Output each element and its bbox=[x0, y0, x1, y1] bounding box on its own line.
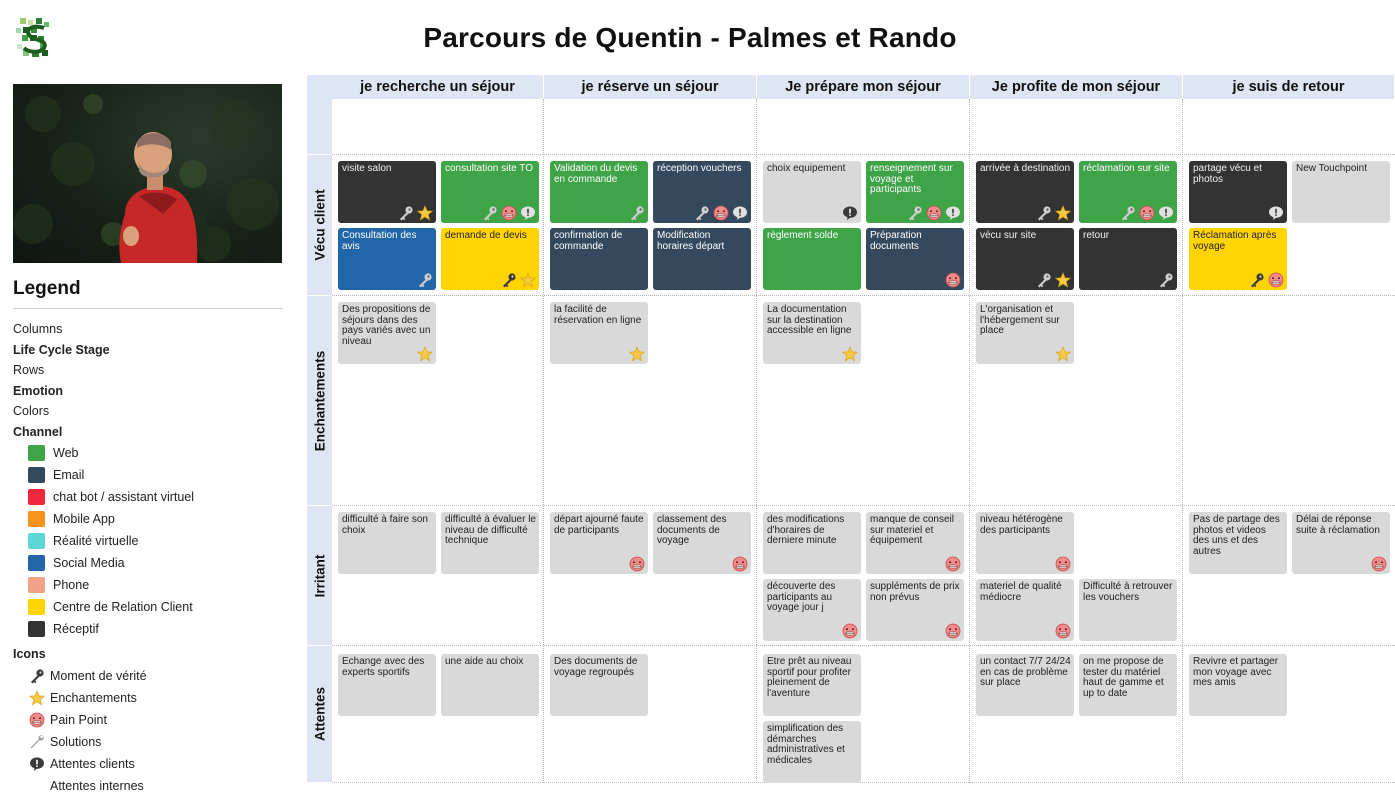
card-text: difficulté à évaluer le niveau de difficulté technique bbox=[445, 514, 536, 546]
color-swatch bbox=[28, 445, 45, 461]
card-icons bbox=[1035, 271, 1071, 288]
card-text: difficulté à faire son choix bbox=[342, 514, 428, 536]
pain-icon bbox=[1054, 555, 1071, 572]
pain-icon bbox=[712, 204, 729, 221]
card-text: La documentation sur la destination accessible en ligne bbox=[767, 304, 852, 336]
legend-icon-item bbox=[13, 753, 283, 775]
card-text: Revivre et partager mon voyage avec mes amis bbox=[1193, 656, 1279, 688]
card-text: Réclamation après voyage bbox=[1193, 230, 1277, 252]
blank-icon bbox=[28, 777, 46, 795]
touchpoint-card[interactable] bbox=[976, 161, 1074, 223]
pain-icon bbox=[28, 711, 46, 729]
bubble-icon bbox=[28, 755, 46, 773]
touchpoint-card[interactable] bbox=[653, 512, 751, 574]
touchpoint-card[interactable] bbox=[1079, 161, 1177, 223]
card-text: Modification horaires départ bbox=[657, 230, 725, 252]
card-icons bbox=[1370, 555, 1387, 572]
key-icon bbox=[1035, 204, 1052, 221]
touchpoint-card[interactable] bbox=[763, 512, 861, 574]
page-title: Parcours de Quentin - Palmes et Rando bbox=[423, 22, 957, 53]
card-text: partage vécu et photos bbox=[1193, 163, 1262, 185]
legend-channel-label: Email bbox=[53, 468, 85, 482]
touchpoint-card[interactable] bbox=[653, 228, 751, 290]
legend-channel-label: Réceptif bbox=[53, 622, 99, 636]
color-swatch bbox=[28, 621, 45, 637]
legend-rows-label: Rows bbox=[13, 363, 45, 377]
star-icon bbox=[519, 271, 536, 288]
legend-icon-item bbox=[13, 775, 283, 797]
touchpoint-card[interactable] bbox=[441, 512, 539, 574]
card-text: suppléments de prix non prévus bbox=[870, 581, 960, 603]
legend-icon-label: Attentes clients bbox=[50, 756, 135, 771]
card-text: Préparation documents bbox=[870, 230, 922, 252]
emotion-row-header bbox=[307, 506, 332, 645]
key-icon bbox=[693, 204, 710, 221]
card-text: des modifications d'horaires de derniere minute bbox=[767, 514, 845, 546]
row-label: Attentes bbox=[312, 686, 327, 742]
card-icons bbox=[416, 271, 433, 288]
color-swatch bbox=[28, 599, 45, 615]
touchpoint-card[interactable] bbox=[1079, 654, 1177, 716]
pain-icon bbox=[925, 204, 942, 221]
card-icons bbox=[944, 555, 961, 572]
card-icons bbox=[1054, 345, 1071, 362]
emotion-row-header bbox=[307, 99, 332, 154]
card-text: on me propose de tester du matériel haut de gamme et up to date bbox=[1083, 656, 1164, 699]
legend-channel-label: Mobile App bbox=[53, 512, 115, 526]
legend-channel-label: Phone bbox=[53, 578, 90, 592]
touchpoint-card[interactable] bbox=[550, 512, 648, 574]
legend-channel-label: Centre de Relation Client bbox=[53, 600, 193, 614]
card-icons bbox=[1054, 555, 1071, 572]
card-icons bbox=[628, 345, 645, 362]
card-text: simplification des démarches administratives et médicales bbox=[767, 723, 845, 766]
star-icon bbox=[28, 689, 46, 707]
legend-channel-label: Web bbox=[53, 446, 79, 460]
key-icon bbox=[481, 204, 498, 221]
card-icons bbox=[1157, 271, 1174, 288]
touchpoint-card[interactable] bbox=[763, 302, 861, 364]
emotion-row-header bbox=[307, 646, 332, 782]
pain-icon bbox=[628, 555, 645, 572]
star-icon bbox=[416, 204, 433, 221]
legend-channel-item bbox=[13, 486, 283, 508]
touchpoint-card[interactable] bbox=[338, 654, 436, 716]
card-text: demande de devis bbox=[445, 230, 527, 241]
bubble-icon bbox=[519, 204, 536, 221]
stage-column-header: je recherche un séjour bbox=[332, 75, 543, 99]
card-text: vécu sur site bbox=[980, 230, 1037, 241]
legend-icon-label: Solutions bbox=[50, 734, 102, 749]
column-divider bbox=[756, 99, 757, 783]
touchpoint-card[interactable] bbox=[1189, 654, 1287, 716]
touchpoint-card[interactable] bbox=[976, 654, 1074, 716]
card-icons bbox=[841, 345, 858, 362]
card-text: retour bbox=[1083, 230, 1110, 241]
touchpoint-card[interactable] bbox=[763, 654, 861, 716]
card-icons bbox=[841, 204, 858, 221]
card-text: Difficulté à retrouver les vouchers bbox=[1083, 581, 1173, 603]
card-icons bbox=[1248, 271, 1284, 288]
touchpoint-card[interactable] bbox=[1079, 579, 1177, 641]
card-text: règlement solde bbox=[767, 230, 839, 241]
touchpoint-card[interactable] bbox=[441, 228, 539, 290]
touchpoint-card[interactable] bbox=[1189, 228, 1287, 290]
touchpoint-card[interactable] bbox=[976, 579, 1074, 641]
legend-icon-item bbox=[13, 687, 283, 709]
key-icon bbox=[1157, 271, 1174, 288]
card-text: confirmation de commande bbox=[554, 230, 623, 252]
legend-icon-label: Pain Point bbox=[50, 712, 107, 727]
color-swatch bbox=[28, 555, 45, 571]
card-icons bbox=[1054, 622, 1071, 639]
legend-colors-value: Channel bbox=[13, 424, 63, 439]
legend-icon-label: Attentes internes bbox=[50, 778, 144, 793]
key-icon bbox=[28, 667, 46, 685]
card-icons bbox=[500, 271, 536, 288]
touchpoint-card[interactable] bbox=[763, 579, 861, 641]
color-swatch bbox=[28, 533, 45, 549]
legend-columns-label: Columns bbox=[13, 322, 63, 336]
key-icon bbox=[397, 204, 414, 221]
card-text: renseignement sur voyage et participants bbox=[870, 163, 953, 195]
legend-channel-label: Réalité virtuelle bbox=[53, 534, 139, 548]
legend-rows-value: Emotion bbox=[13, 383, 63, 398]
legend-icon-label: Moment de vérité bbox=[50, 668, 147, 683]
color-swatch bbox=[28, 467, 45, 483]
board-corner bbox=[307, 75, 332, 99]
touchpoint-card[interactable] bbox=[550, 302, 648, 364]
legend-panel bbox=[13, 278, 283, 797]
touchpoint-card[interactable] bbox=[763, 161, 861, 223]
pain-icon bbox=[944, 555, 961, 572]
card-icons bbox=[628, 555, 645, 572]
legend-icon-item bbox=[13, 709, 283, 731]
legend-icon-item bbox=[13, 665, 283, 687]
stage-column-header: Je prépare mon séjour bbox=[757, 75, 969, 99]
card-icons bbox=[944, 271, 961, 288]
card-text: Des documents de voyage regroupés bbox=[554, 656, 638, 678]
color-swatch bbox=[28, 511, 45, 527]
card-text: Délai de réponse suite à réclamation bbox=[1296, 514, 1380, 536]
legend-columns-value: Life Cycle Stage bbox=[13, 342, 110, 357]
touchpoint-card[interactable] bbox=[550, 654, 648, 716]
card-text: L'organisation et l'hébergement sur place bbox=[980, 304, 1060, 336]
legend-channel-label: chat bot / assistant virtuel bbox=[53, 490, 195, 504]
bubble-icon bbox=[944, 204, 961, 221]
legend-colors-label: Colors bbox=[13, 404, 50, 418]
emotion-row-header bbox=[307, 296, 332, 505]
card-icons bbox=[841, 622, 858, 639]
star-icon bbox=[416, 345, 433, 362]
legend-channel-item bbox=[13, 442, 283, 464]
journey-map-board bbox=[307, 75, 1395, 783]
card-text: materiel de qualité médiocre bbox=[980, 581, 1062, 603]
card-text: un contact 7/7 24/24 en cas de problème sur place bbox=[980, 656, 1071, 688]
touchpoint-card[interactable] bbox=[976, 302, 1074, 364]
touchpoint-card[interactable] bbox=[763, 228, 861, 290]
row-divider bbox=[332, 154, 1395, 155]
card-text: manque de conseil sur materiel et équipement bbox=[870, 514, 954, 546]
key-icon bbox=[628, 204, 645, 221]
bubble-icon bbox=[731, 204, 748, 221]
color-swatch bbox=[28, 577, 45, 593]
column-divider bbox=[543, 99, 544, 783]
pain-icon bbox=[500, 204, 517, 221]
touchpoint-card[interactable] bbox=[1189, 161, 1287, 223]
bubble-icon bbox=[841, 204, 858, 221]
legend-icon-list bbox=[13, 665, 283, 797]
card-text: Validation du devis en commande bbox=[554, 163, 638, 185]
touchpoint-card[interactable] bbox=[866, 228, 964, 290]
emotion-row-header bbox=[307, 155, 332, 295]
card-text: réclamation sur site bbox=[1083, 163, 1170, 174]
pain-icon bbox=[1138, 204, 1155, 221]
legend-channel-item bbox=[13, 574, 283, 596]
row-divider bbox=[332, 295, 1395, 296]
legend-icon-item bbox=[13, 731, 283, 753]
star-icon bbox=[841, 345, 858, 362]
pain-icon bbox=[944, 622, 961, 639]
card-text: visite salon bbox=[342, 163, 392, 174]
star-icon bbox=[1054, 345, 1071, 362]
stage-column-header: je suis de retour bbox=[1183, 75, 1394, 99]
row-label: Irritant bbox=[312, 554, 327, 597]
touchpoint-card[interactable] bbox=[976, 228, 1074, 290]
pain-icon bbox=[944, 271, 961, 288]
legend-icon-label: Enchantements bbox=[50, 690, 137, 705]
card-text: classement des documents de voyage bbox=[657, 514, 727, 546]
bubble-icon bbox=[1157, 204, 1174, 221]
card-text: Etre prêt au niveau sportif pour profiter pleinement de l'aventure bbox=[767, 656, 852, 699]
card-text: arrivée à destination bbox=[980, 163, 1071, 174]
legend-channel-item bbox=[13, 618, 283, 640]
card-text: consultation site TO bbox=[445, 163, 534, 174]
pain-icon bbox=[731, 555, 748, 572]
pain-icon bbox=[1370, 555, 1387, 572]
card-icons bbox=[1267, 204, 1284, 221]
card-text: départ ajourné faute de participants bbox=[554, 514, 644, 536]
color-swatch bbox=[28, 489, 45, 505]
card-text: New Touchpoint bbox=[1296, 163, 1367, 174]
card-text: réception vouchers bbox=[657, 163, 742, 174]
star-icon bbox=[628, 345, 645, 362]
pain-icon bbox=[841, 622, 858, 639]
legend-channel-item bbox=[13, 530, 283, 552]
key-icon bbox=[906, 204, 923, 221]
legend-channel-item bbox=[13, 552, 283, 574]
key-icon bbox=[1248, 271, 1265, 288]
stage-column-header: Je profite de mon séjour bbox=[970, 75, 1182, 99]
legend-channel-list bbox=[13, 442, 283, 640]
touchpoint-card[interactable] bbox=[1292, 512, 1390, 574]
touchpoint-card[interactable] bbox=[976, 512, 1074, 574]
key-icon bbox=[416, 271, 433, 288]
key-icon bbox=[500, 271, 517, 288]
bubble-icon bbox=[1267, 204, 1284, 221]
card-text: Des propositions de séjours dans des pays variés avec un niveau bbox=[342, 304, 431, 347]
card-text: Echange avec des experts sportifs bbox=[342, 656, 425, 678]
key-icon bbox=[1119, 204, 1136, 221]
legend-title: Legend bbox=[13, 278, 283, 309]
touchpoint-card[interactable] bbox=[550, 228, 648, 290]
touchpoint-card[interactable] bbox=[550, 161, 648, 223]
card-icons bbox=[1119, 204, 1174, 221]
card-text: Pas de partage des photos et videos des uns et des autres bbox=[1193, 514, 1280, 557]
legend-icons-title: Icons bbox=[13, 647, 46, 661]
persona-photo bbox=[13, 84, 282, 263]
company-logo bbox=[14, 16, 58, 60]
legend-channel-label: Social Media bbox=[53, 556, 125, 570]
card-text: Consultation des avis bbox=[342, 230, 417, 252]
touchpoint-card[interactable] bbox=[866, 512, 964, 574]
stage-column-header: je réserve un séjour bbox=[544, 75, 756, 99]
touchpoint-card[interactable] bbox=[338, 161, 436, 223]
touchpoint-card[interactable] bbox=[338, 228, 436, 290]
touchpoint-card[interactable] bbox=[866, 579, 964, 641]
pain-icon bbox=[1054, 622, 1071, 639]
card-icons bbox=[628, 204, 645, 221]
pain-icon bbox=[1267, 271, 1284, 288]
card-icons bbox=[416, 345, 433, 362]
touchpoint-card[interactable] bbox=[441, 161, 539, 223]
touchpoint-card[interactable] bbox=[653, 161, 751, 223]
card-icons bbox=[481, 204, 536, 221]
card-icons bbox=[693, 204, 748, 221]
star-icon bbox=[1054, 271, 1071, 288]
card-icons bbox=[944, 622, 961, 639]
legend-channel-item bbox=[13, 596, 283, 618]
key-icon bbox=[1035, 271, 1052, 288]
column-divider bbox=[969, 99, 970, 783]
row-divider bbox=[332, 645, 1395, 646]
row-divider bbox=[332, 782, 1395, 783]
touchpoint-card[interactable] bbox=[441, 654, 539, 716]
row-divider bbox=[332, 505, 1395, 506]
row-label: Vécu client bbox=[312, 189, 327, 261]
star-icon bbox=[1054, 204, 1071, 221]
touchpoint-card[interactable] bbox=[338, 512, 436, 574]
touchpoint-card[interactable] bbox=[763, 721, 861, 783]
touchpoint-card[interactable] bbox=[866, 161, 964, 223]
card-icons bbox=[397, 204, 433, 221]
touchpoint-card[interactable] bbox=[1292, 161, 1390, 223]
card-text: découverte des participants au voyage jour j bbox=[767, 581, 836, 613]
touchpoint-card[interactable] bbox=[1189, 512, 1287, 574]
legend-channel-item bbox=[13, 508, 283, 530]
wrench-icon bbox=[28, 733, 46, 751]
touchpoint-card[interactable] bbox=[338, 302, 436, 364]
row-label: Enchantements bbox=[312, 350, 327, 451]
card-text: une aide au choix bbox=[445, 656, 524, 667]
column-divider bbox=[1182, 99, 1183, 783]
card-icons bbox=[1035, 204, 1071, 221]
touchpoint-card[interactable] bbox=[1079, 228, 1177, 290]
legend-channel-item bbox=[13, 464, 283, 486]
card-icons bbox=[731, 555, 748, 572]
card-text: choix equipement bbox=[767, 163, 846, 174]
card-icons bbox=[906, 204, 961, 221]
card-text: la facilité de réservation en ligne bbox=[554, 304, 642, 326]
card-text: niveau hétérogène des participants bbox=[980, 514, 1063, 536]
